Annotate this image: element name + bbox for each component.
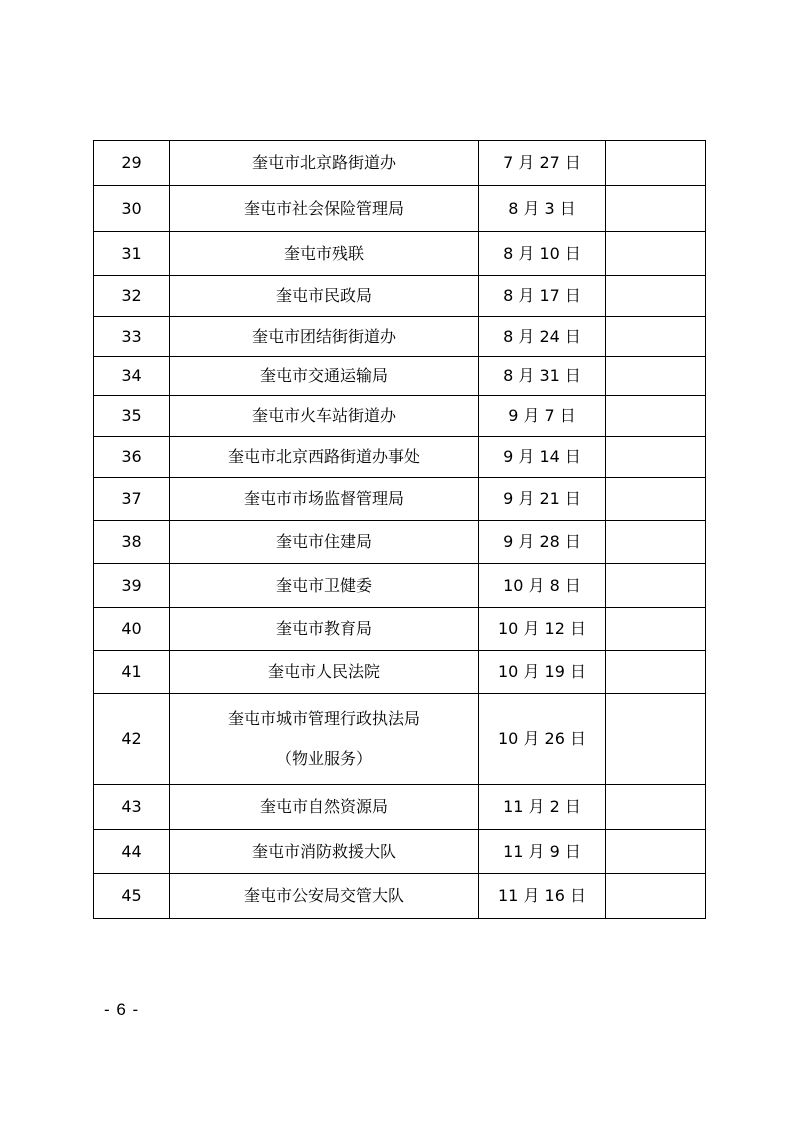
unit-name-line1: 奎屯市城市管理行政执法局 — [227, 709, 420, 728]
table-row — [94, 186, 706, 232]
unit-name: 奎屯市残联 — [170, 232, 479, 276]
note-cell — [606, 357, 706, 396]
table-row — [94, 608, 706, 651]
row-number: 37 — [94, 478, 170, 521]
table-row — [94, 651, 706, 694]
unit-name: 奎屯市人民法院 — [170, 651, 479, 694]
table-row — [94, 694, 706, 785]
note-cell — [606, 478, 706, 521]
unit-name: 奎屯市公安局交管大队 — [170, 874, 479, 919]
row-number: 35 — [94, 396, 170, 437]
note-cell — [606, 317, 706, 357]
row-number: 40 — [94, 608, 170, 651]
schedule-date: 10 月 8 日 — [479, 564, 606, 608]
row-number: 38 — [94, 521, 170, 564]
note-cell — [606, 186, 706, 232]
table-row — [94, 521, 706, 564]
table-row — [94, 357, 706, 396]
row-number: 43 — [94, 785, 170, 830]
note-cell — [606, 276, 706, 317]
unit-name: 奎屯市团结街街道办 — [170, 317, 479, 357]
row-number: 42 — [94, 694, 170, 785]
note-cell — [606, 437, 706, 478]
row-number: 30 — [94, 186, 170, 232]
note-cell — [606, 608, 706, 651]
note-cell — [606, 651, 706, 694]
schedule-date: 10 月 12 日 — [479, 608, 606, 651]
table-row — [94, 478, 706, 521]
table-row — [94, 874, 706, 919]
unit-name-line2: （物业服务） — [275, 749, 372, 768]
schedule-table-wrapper — [93, 140, 705, 919]
schedule-date: 11 月 2 日 — [479, 785, 606, 830]
row-number: 29 — [94, 141, 170, 186]
schedule-date: 10 月 26 日 — [479, 694, 606, 785]
unit-name: 奎屯市市场监督管理局 — [170, 478, 479, 521]
table-row — [94, 396, 706, 437]
unit-name: 奎屯市消防救援大队 — [170, 830, 479, 874]
table-row — [94, 141, 706, 186]
unit-name: 奎屯市民政局 — [170, 276, 479, 317]
row-number: 32 — [94, 276, 170, 317]
table-row — [94, 785, 706, 830]
schedule-date: 8 月 24 日 — [479, 317, 606, 357]
schedule-date: 8 月 3 日 — [479, 186, 606, 232]
schedule-date: 9 月 7 日 — [479, 396, 606, 437]
unit-name: 奎屯市交通运输局 — [170, 357, 479, 396]
note-cell — [606, 694, 706, 785]
table-row — [94, 276, 706, 317]
unit-name: 奎屯市北京路街道办 — [170, 141, 479, 186]
schedule-date: 9 月 28 日 — [479, 521, 606, 564]
table-row — [94, 232, 706, 276]
schedule-date: 11 月 9 日 — [479, 830, 606, 874]
schedule-date: 9 月 14 日 — [479, 437, 606, 478]
row-number: 45 — [94, 874, 170, 919]
schedule-date: 8 月 17 日 — [479, 276, 606, 317]
row-number: 44 — [94, 830, 170, 874]
note-cell — [606, 232, 706, 276]
unit-name: 奎屯市卫健委 — [170, 564, 479, 608]
schedule-date: 7 月 27 日 — [479, 141, 606, 186]
note-cell — [606, 521, 706, 564]
note-cell — [606, 830, 706, 874]
row-number: 36 — [94, 437, 170, 478]
row-number: 33 — [94, 317, 170, 357]
unit-name: 奎屯市住建局 — [170, 521, 479, 564]
schedule-date: 10 月 19 日 — [479, 651, 606, 694]
unit-name: 奎屯市自然资源局 — [170, 785, 479, 830]
unit-name: 奎屯市社会保险管理局 — [170, 186, 479, 232]
unit-name: 奎屯市教育局 — [170, 608, 479, 651]
page-number: - 6 - — [104, 1000, 140, 1019]
schedule-table — [93, 140, 706, 919]
note-cell — [606, 874, 706, 919]
table-row — [94, 317, 706, 357]
row-number: 34 — [94, 357, 170, 396]
row-number: 39 — [94, 564, 170, 608]
note-cell — [606, 396, 706, 437]
unit-name — [170, 694, 479, 785]
schedule-date: 8 月 10 日 — [479, 232, 606, 276]
schedule-date: 9 月 21 日 — [479, 478, 606, 521]
note-cell — [606, 785, 706, 830]
row-number: 41 — [94, 651, 170, 694]
row-number: 31 — [94, 232, 170, 276]
unit-name: 奎屯市火车站街道办 — [170, 396, 479, 437]
schedule-date: 8 月 31 日 — [479, 357, 606, 396]
note-cell — [606, 141, 706, 186]
schedule-date: 11 月 16 日 — [479, 874, 606, 919]
table-row — [94, 437, 706, 478]
unit-name: 奎屯市北京西路街道办事处 — [170, 437, 479, 478]
table-row — [94, 564, 706, 608]
table-row — [94, 830, 706, 874]
note-cell — [606, 564, 706, 608]
